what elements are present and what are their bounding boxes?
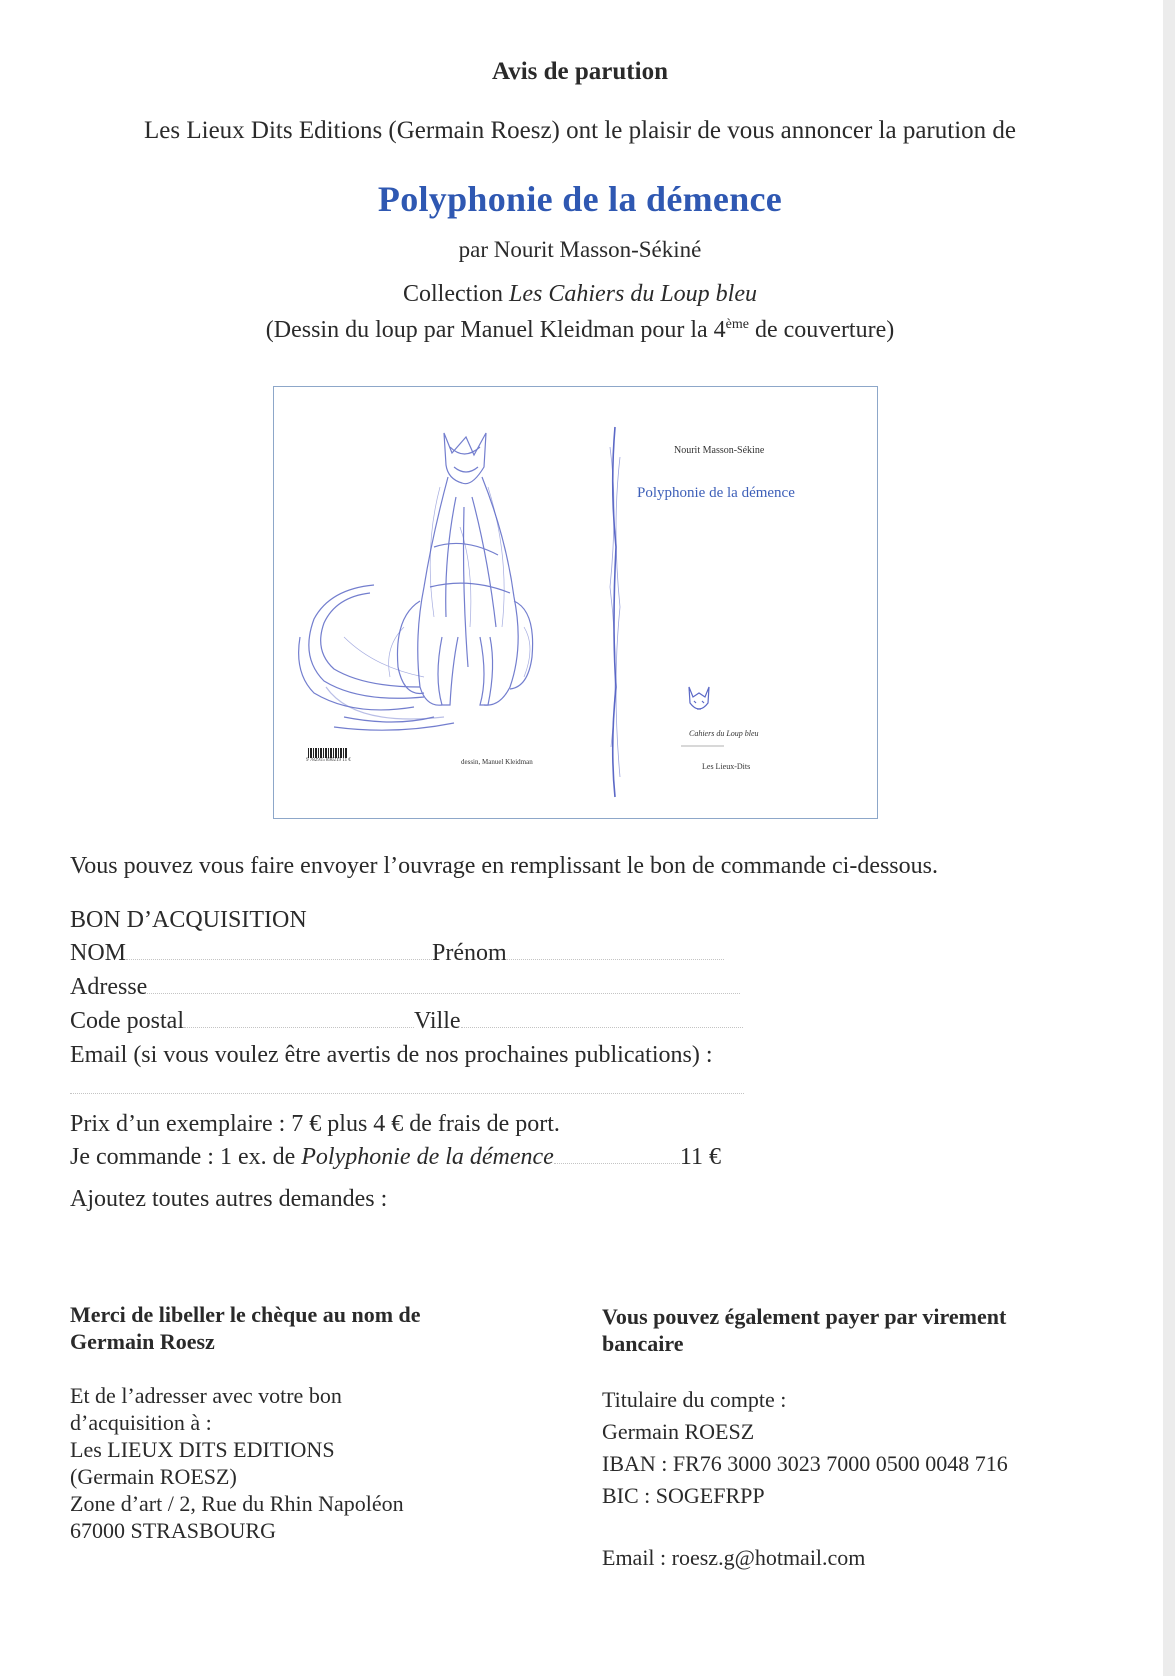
command-amount: 11 € (679, 1144, 721, 1170)
nom-row (70, 940, 724, 967)
transfer-heading-1: Vous pouvez également payer par virement (602, 1304, 1007, 1329)
order-intro: Vous pouvez vous faire envoyer l’ouvrage en remplissant le bon de commande ci-dessous. (70, 853, 938, 879)
cheque-line-6: 67000 STRASBOURG (70, 1518, 276, 1543)
transfer-email: Email : roesz.g@hotmail.com (602, 1545, 866, 1570)
ville-field[interactable] (461, 1009, 743, 1028)
form-title: BON D’ACQUISITION (70, 907, 307, 933)
dessin-sup: ème (725, 317, 749, 332)
prenom-label: Prénom (432, 940, 507, 966)
holder-name: Germain ROESZ (602, 1419, 755, 1444)
wolf-logo-icon (689, 687, 709, 709)
barcode-icon (308, 748, 348, 758)
command-title: Polyphonie de la démence (301, 1144, 554, 1170)
ville-label: Ville (414, 1008, 461, 1034)
notice-intro: Les Lieux Dits Editions (Germain Roesz) ont le plaisir de vous annoncer la parution de (144, 117, 1016, 144)
cover-author: Nourit Masson-Sékine (674, 445, 765, 456)
transfer-heading-2: bancaire (602, 1331, 684, 1356)
wolf-drawing-illustration (274, 387, 877, 818)
transfer-section (602, 1303, 1008, 1574)
notice-heading: Avis de parution (492, 58, 668, 85)
book-title: Polyphonie de la démence (377, 179, 783, 219)
collection-prefix: Collection (403, 281, 509, 307)
email-row (70, 1074, 744, 1101)
adresse-label: Adresse (70, 974, 148, 1000)
dessin-before: (Dessin du loup par Manuel Kleidman pour la 4 (265, 317, 726, 343)
nom-field[interactable] (126, 941, 432, 960)
dessin-credit (0, 317, 1160, 344)
iban: IBAN : FR76 3000 3023 7000 0500 0048 716 (602, 1451, 1008, 1476)
price-line: Prix d’un exemplaire : 7 € plus 4 € de frais de port. (70, 1111, 560, 1137)
code-postal-row (70, 1008, 743, 1035)
email-label: Email (si vous voulez être avertis de nos prochaines publications) : (70, 1042, 713, 1068)
code-postal-field[interactable] (184, 1009, 414, 1028)
book-cover-image (273, 386, 878, 819)
cheque-line-4: (Germain ROESZ) (70, 1464, 237, 1489)
cover-isbn: 9 782915 890219 11 € (306, 758, 351, 763)
author-line: par Nourit Masson-Sékiné (458, 237, 702, 262)
page-edge-shadow (1163, 0, 1175, 1676)
cheque-line-5: Zone d’art / 2, Rue du Rhin Napoléon (70, 1491, 404, 1516)
cover-collection: Cahiers du Loup bleu (689, 729, 759, 738)
holder-label: Titulaire du compte : (602, 1387, 787, 1412)
adresse-field[interactable] (147, 975, 740, 994)
cheque-line-2: d’acquisition à : (70, 1410, 212, 1435)
cover-publisher: Les Lieux-Dits (702, 762, 751, 771)
command-row (70, 1144, 721, 1171)
collection-line (0, 281, 1160, 308)
command-dots (554, 1145, 680, 1164)
command-prefix: Je commande : 1 ex. de (70, 1144, 302, 1170)
cheque-heading-1: Merci de libeller le chèque au nom de (70, 1302, 421, 1327)
cover-drawing-credit: dessin, Manuel Kleidman (461, 758, 533, 766)
cover-title: Polyphonie de la démence (637, 485, 795, 501)
email-field[interactable] (70, 1075, 744, 1094)
adresse-row (70, 974, 740, 1001)
other-requests: Ajoutez toutes autres demandes : (70, 1186, 388, 1212)
nom-label: NOM (70, 940, 127, 966)
prenom-field[interactable] (507, 941, 724, 960)
bic: BIC : SOGEFRPP (602, 1483, 765, 1508)
cheque-section (70, 1301, 421, 1544)
dessin-after: de couverture) (748, 317, 895, 343)
code-postal-label: Code postal (70, 1008, 184, 1034)
cheque-line-1: Et de l’adresser avec votre bon (70, 1383, 342, 1408)
cheque-line-3: Les LIEUX DITS EDITIONS (70, 1437, 335, 1462)
collection-name: Les Cahiers du Loup bleu (508, 281, 757, 307)
cheque-heading-2: Germain Roesz (70, 1329, 215, 1354)
